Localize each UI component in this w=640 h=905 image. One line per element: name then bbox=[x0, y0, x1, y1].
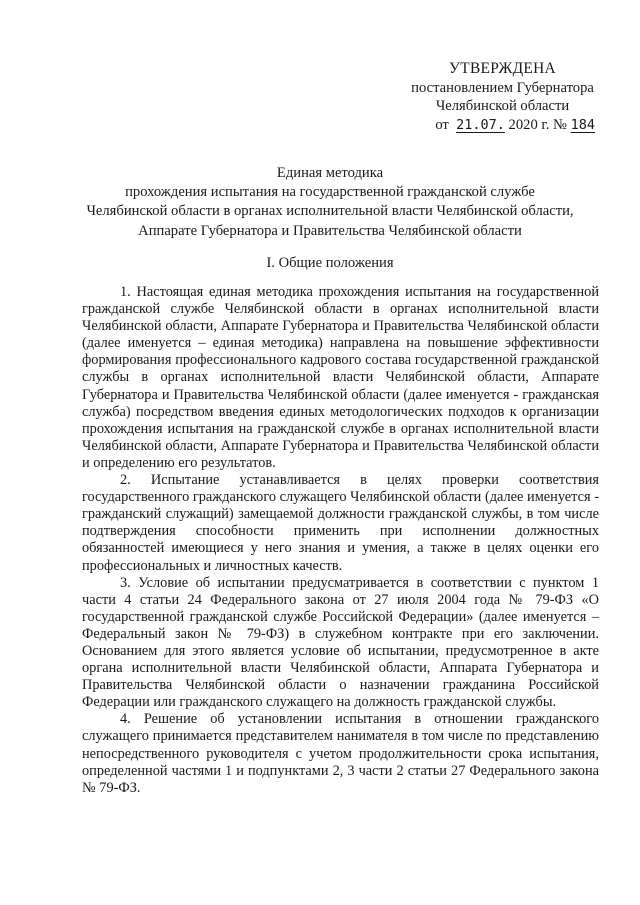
year-suffix: 2020 г. № bbox=[508, 116, 567, 133]
title-line-4: Аппарате Губернатора и Правительства Челябинской области bbox=[138, 222, 522, 239]
section-heading: I. Общие положения bbox=[266, 255, 394, 271]
paragraph-1: 1. Настоящая единая методика прохождения испытания на государственной гражданской службе Челябинской области в органах исполнительной власти Челябинской области, Аппарате Губернатора и Правительства Челябинской области (далее именуется – единая методика) направлена на повышение эффективности формирования профессионального кадрового состава государственной гражданской службы в органах исполнительной власти Челябинской области, Аппарате Губернатора и Правительства Челябинской области (далее именуется - гражданская служба) посредством введения единых методологических подходов к организации прохождения испытания на гражданской службе в органах исполнительной власти Челябинской области, Аппарате Губернатора и Правительства Челябинской области и определению его результатов. bbox=[82, 284, 599, 471]
decree-date-line bbox=[400, 116, 595, 135]
paragraph-3: 3. Условие об испытании предусматривается в соответствии с пунктом 1 части 4 статьи 24 Федерального закона от 27 июля 2004 года № 79-ФЗ «О государственной гражданской службе Российской Федерации» (далее именуется – Федеральный закон № 79-ФЗ) в служебном контракте при его заключении. Основанием для этого является условие об испытании, предусмотренное в акте органа исполнительной власти Челябинской области, Аппарата Губернатора и Правительства Челябинской области о назначении гражданина Российской Федерации или гражданского служащего на должность гражданской службы. bbox=[82, 574, 599, 711]
document-title bbox=[60, 164, 600, 241]
approval-line-2: Челябинской области bbox=[435, 98, 570, 115]
paragraph-2: 2. Испытание устанавливается в целях проверки соответствия государственного гражданского служащего Челябинской области (далее именуется - гражданский служащий) замещаемой должности гражданской службы, в том числе подтверждения способности применить при исполнении должностных обязанностей имеющиеся у него знания и умения, а также в целях оценки его профессиональных и личностных качеств. bbox=[82, 472, 599, 574]
paragraph-4: 4. Решение об установлении испытания в отношении гражданского служащего принимается представителем нанимателя в том числе по представлению непосредственного руководителя с учетом продолжительности срока испытания, определенной частями 1 и подпунктами 2, 3 части 2 статьи 27 Федерального закона № 79-ФЗ. bbox=[82, 711, 599, 796]
title-line-2: прохождения испытания на государственной гражданской службе bbox=[125, 184, 535, 201]
approval-line-1: постановлением Губернатора bbox=[411, 79, 594, 96]
approval-stamp bbox=[400, 60, 605, 134]
document-body bbox=[82, 284, 599, 797]
date-prefix: от bbox=[435, 116, 449, 133]
approved-heading: УТВЕРЖДЕНА bbox=[449, 60, 556, 77]
title-line-1: Единая методика bbox=[276, 165, 384, 181]
decree-number: 184 bbox=[570, 116, 595, 133]
decree-date: 21.07. bbox=[456, 116, 505, 133]
title-line-3: Челябинской области в органах исполнительной власти Челябинской области, bbox=[86, 203, 574, 220]
